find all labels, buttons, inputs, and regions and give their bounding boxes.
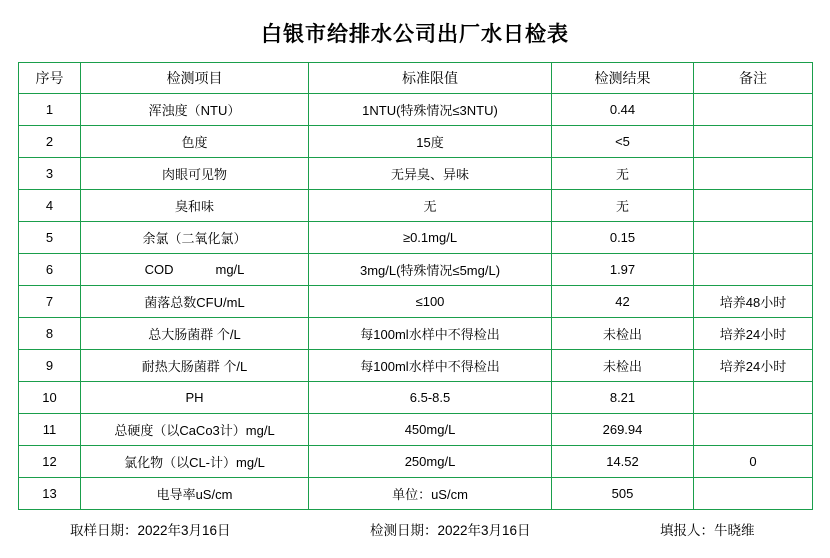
column-header-limit: 标准限值 xyxy=(309,63,552,94)
cell-remark xyxy=(694,382,813,414)
cell-remark: 培养48小时 xyxy=(694,286,813,318)
cell-remark: 培养24小时 xyxy=(694,350,813,382)
sample-date: 取样日期：2022年3月16日 xyxy=(70,523,231,538)
cell-limit: 450mg/L xyxy=(309,414,552,446)
cell-remark: 培养24小时 xyxy=(694,318,813,350)
table-row xyxy=(19,286,813,318)
cell-result: 14.52 xyxy=(552,446,694,478)
cell-limit: 15度 xyxy=(309,126,552,158)
cell-result: 0.15 xyxy=(552,222,694,254)
cell-limit: 250mg/L xyxy=(309,446,552,478)
cell-remark xyxy=(694,478,813,510)
page-title: 白银市给排水公司出厂水日检表 xyxy=(261,23,569,46)
cell-no: 2 xyxy=(19,126,81,158)
cell-limit: 无 xyxy=(309,190,552,222)
cell-item: 耐热大肠菌群 个/L xyxy=(81,350,309,382)
cell-no: 10 xyxy=(19,382,81,414)
column-header-no: 序号 xyxy=(19,63,81,94)
cell-item: 浑浊度（NTU） xyxy=(81,94,309,126)
cell-no: 6 xyxy=(19,254,81,286)
footer xyxy=(0,519,830,539)
table-row xyxy=(19,414,813,446)
cell-no: 1 xyxy=(19,94,81,126)
cell-item: 总硬度（以CaCo3计）mg/L xyxy=(81,414,309,446)
column-header-item: 检测项目 xyxy=(81,63,309,94)
table-row xyxy=(19,158,813,190)
cell-limit: 3mg/L(特殊情况≤5mg/L) xyxy=(309,254,552,286)
test-date: 检测日期：2022年3月16日 xyxy=(370,523,531,538)
cell-limit: 每100ml水样中不得检出 xyxy=(309,318,552,350)
cell-result: 1.97 xyxy=(552,254,694,286)
cell-no: 3 xyxy=(19,158,81,190)
table-header-row xyxy=(19,63,813,94)
cell-remark xyxy=(694,254,813,286)
water-daily-inspection-table xyxy=(18,62,813,510)
cell-item: 氯化物（以CL-计）mg/L xyxy=(81,446,309,478)
table-row xyxy=(19,478,813,510)
cell-item: PH xyxy=(81,382,309,414)
cell-result: 0.44 xyxy=(552,94,694,126)
cell-result: 269.94 xyxy=(552,414,694,446)
cell-result: 未检出 xyxy=(552,318,694,350)
cell-item: 肉眼可见物 xyxy=(81,158,309,190)
cell-limit: 每100ml水样中不得检出 xyxy=(309,350,552,382)
cell-result: 42 xyxy=(552,286,694,318)
column-header-remark: 备注 xyxy=(694,63,813,94)
table-row xyxy=(19,382,813,414)
cell-limit: 单位：uS/cm xyxy=(309,478,552,510)
cell-no: 9 xyxy=(19,350,81,382)
cell-no: 5 xyxy=(19,222,81,254)
cell-item-unit: mg/L xyxy=(215,262,245,277)
cell-remark xyxy=(694,190,813,222)
cell-item: 总大肠菌群 个/L xyxy=(81,318,309,350)
cell-item: 余氯（二氧化氯） xyxy=(81,222,309,254)
cell-result: 未检出 xyxy=(552,350,694,382)
table-row xyxy=(19,190,813,222)
cell-result: 505 xyxy=(552,478,694,510)
report-table-container xyxy=(0,62,830,510)
table-row xyxy=(19,126,813,158)
cell-item: 菌落总数CFU/mL xyxy=(81,286,309,318)
cell-item: 电导率uS/cm xyxy=(81,478,309,510)
cell-limit: 1NTU(特殊情况≤3NTU) xyxy=(309,94,552,126)
table-row xyxy=(19,446,813,478)
cell-remark xyxy=(694,158,813,190)
cell-item: 色度 xyxy=(81,126,309,158)
cell-no: 8 xyxy=(19,318,81,350)
table-row xyxy=(19,350,813,382)
cell-item xyxy=(81,254,309,286)
cell-no: 13 xyxy=(19,478,81,510)
cell-remark: 0 xyxy=(694,446,813,478)
cell-remark xyxy=(694,126,813,158)
cell-result: 无 xyxy=(552,158,694,190)
cell-item: 臭和味 xyxy=(81,190,309,222)
cell-no: 12 xyxy=(19,446,81,478)
cell-remark xyxy=(694,222,813,254)
cell-limit: ≤100 xyxy=(309,286,552,318)
table-row xyxy=(19,318,813,350)
column-header-result: 检测结果 xyxy=(552,63,694,94)
cell-no: 4 xyxy=(19,190,81,222)
table-body xyxy=(19,94,813,510)
table-row xyxy=(19,94,813,126)
cell-result: <5 xyxy=(552,126,694,158)
reporter: 填报人：牛晓维 xyxy=(660,523,755,538)
table-row xyxy=(19,222,813,254)
cell-no: 7 xyxy=(19,286,81,318)
cell-remark xyxy=(694,414,813,446)
cell-remark xyxy=(694,94,813,126)
table-header xyxy=(19,63,813,94)
table-row xyxy=(19,254,813,286)
cell-no: 11 xyxy=(19,414,81,446)
cell-result: 无 xyxy=(552,190,694,222)
cell-limit: 无异臭、异味 xyxy=(309,158,552,190)
cell-item-label: COD xyxy=(144,262,174,277)
cell-result: 8.21 xyxy=(552,382,694,414)
cell-limit: ≥0.1mg/L xyxy=(309,222,552,254)
cell-limit: 6.5-8.5 xyxy=(309,382,552,414)
